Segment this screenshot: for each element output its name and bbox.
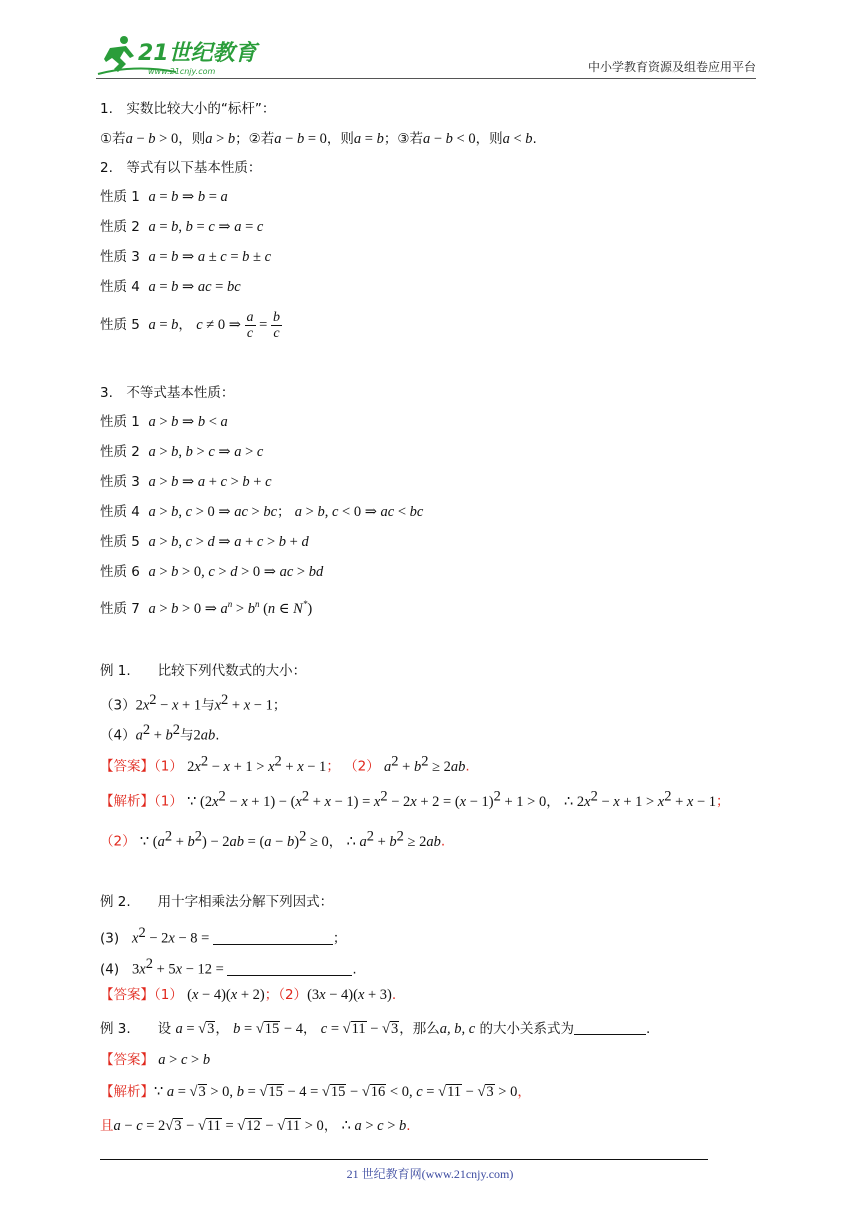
ineq-property-6: 性质 6 a > b > 0, c > d > 0 ⇒ ac > bd <box>100 564 324 580</box>
eq-property-3: 性质 3 a = b ⇒ a ± c = b ± c <box>100 249 272 265</box>
section-1-rule: ①若a − b > 0，则a > b；②若a − b = 0，则a = b；③若a − b < 0，则a < b. <box>100 131 537 147</box>
header-divider <box>96 78 756 79</box>
example-3-answer: 【答案】 a > c > b <box>100 1052 211 1068</box>
platform-name: 中小学教育资源及组卷应用平台 <box>587 60 756 74</box>
example-1-title: 例 1. 比较下列代数式的大小： <box>100 663 307 679</box>
example-2-q3: (3) $x^2 - 2x - 8$ = ； <box>100 925 347 947</box>
ineq-property-4: 性质 4 a > b, c > 0 ⇒ ac > bc； a > b, c < 0 ⇒ ac < bc <box>100 504 424 520</box>
example-3-analysis-2: 且a − c = 2√3 − √11 = √12 − √11 > 0， ∴ a > c > b. <box>100 1118 411 1134</box>
ineq-property-2: 性质 2 a > b, b > c ⇒ a > c <box>100 444 264 460</box>
eq-property-2: 性质 2 a = b, b = c ⇒ a = c <box>100 219 264 235</box>
ineq-property-5: 性质 5 a > b, c > d ⇒ a + c > b + d <box>100 534 309 550</box>
section-1-title: 1. 实数比较大小的“标杆”： <box>100 101 276 117</box>
logo-text: 21世纪教育 <box>138 41 257 66</box>
example-1-q3: $(3)2x^2 - x + 1$与$x^2 + x - 1$； <box>100 692 287 714</box>
ineq-property-7: 性质 7 a > b > 0 ⇒ $a^n > b^n$ (n ∈ N*) <box>100 599 313 617</box>
site-logo <box>96 34 266 78</box>
eq-property-4: 性质 4 a = b ⇒ ac = bc <box>100 279 241 295</box>
ineq-property-1: 性质 1 a > b ⇒ b < a <box>100 414 228 430</box>
example-3-title: 例 3. 设 a = √3， b = √15 − 4， c = √11 − √3，那么a, b, c 的大小关系式为 . <box>100 1021 651 1037</box>
example-3-analysis-1: 【解析】∵ a = √3 > 0, b = √15 − 4 = √15 − √16 < 0, c = √11 − √3 > 0， <box>100 1084 531 1100</box>
ineq-property-3: 性质 3 a > b ⇒ a + c > b + c <box>100 474 272 490</box>
footer-text: 21 世纪教育网(www.21cnjy.com) <box>346 1167 514 1181</box>
example-1-analysis-1: 【解析】（1） ∵ $(2x^2 - x + 1) - (x^2 + x - 1) = x^2 - 2x + 2 = (x - 1)^2 + 1 > 0$， ∴ $2x^2 - x + 1 > x^2 + x - 1$； <box>100 788 730 810</box>
section-3-title: 3. 不等式基本性质： <box>100 385 235 401</box>
section-2-title: 2. 等式有以下基本性质： <box>100 160 262 176</box>
example-1-analysis-2: （2） ∵ $(a^2 + b^2) - 2ab = (a - b)^2 \ge 0$， ∴ $a^2 + b^2 \ge 2ab$. <box>100 828 446 850</box>
eq-property-5: 性质 5 a = b， c ≠ 0 ⇒ $\frac{a}{c}$ = $\frac{b}{c}$ <box>100 309 280 341</box>
page-header <box>96 34 756 78</box>
example-2-title: 例 2. 用十字相乘法分解下列因式： <box>100 894 334 910</box>
footer-divider <box>100 1159 708 1160</box>
example-2-answer: 【答案】（1） (x − 4)(x + 2)；（2）(3x − 4)(x + 3). <box>100 987 397 1003</box>
example-1-answer: 【答案】（1） $2x^2 - x + 1 > x^2 + x - 1$； （2） $a^2 + b^2 \ge 2ab$. <box>100 753 470 775</box>
logo-url: www.21cnjy.com <box>148 67 216 76</box>
eq-property-1: 性质 1 a = b ⇒ b = a <box>100 189 228 205</box>
example-1-q4: $(4)a^2 + b^2$与2ab. <box>100 722 220 744</box>
example-2-q4: (4) $3x^2 + 5x - 12$ = . <box>100 956 357 978</box>
